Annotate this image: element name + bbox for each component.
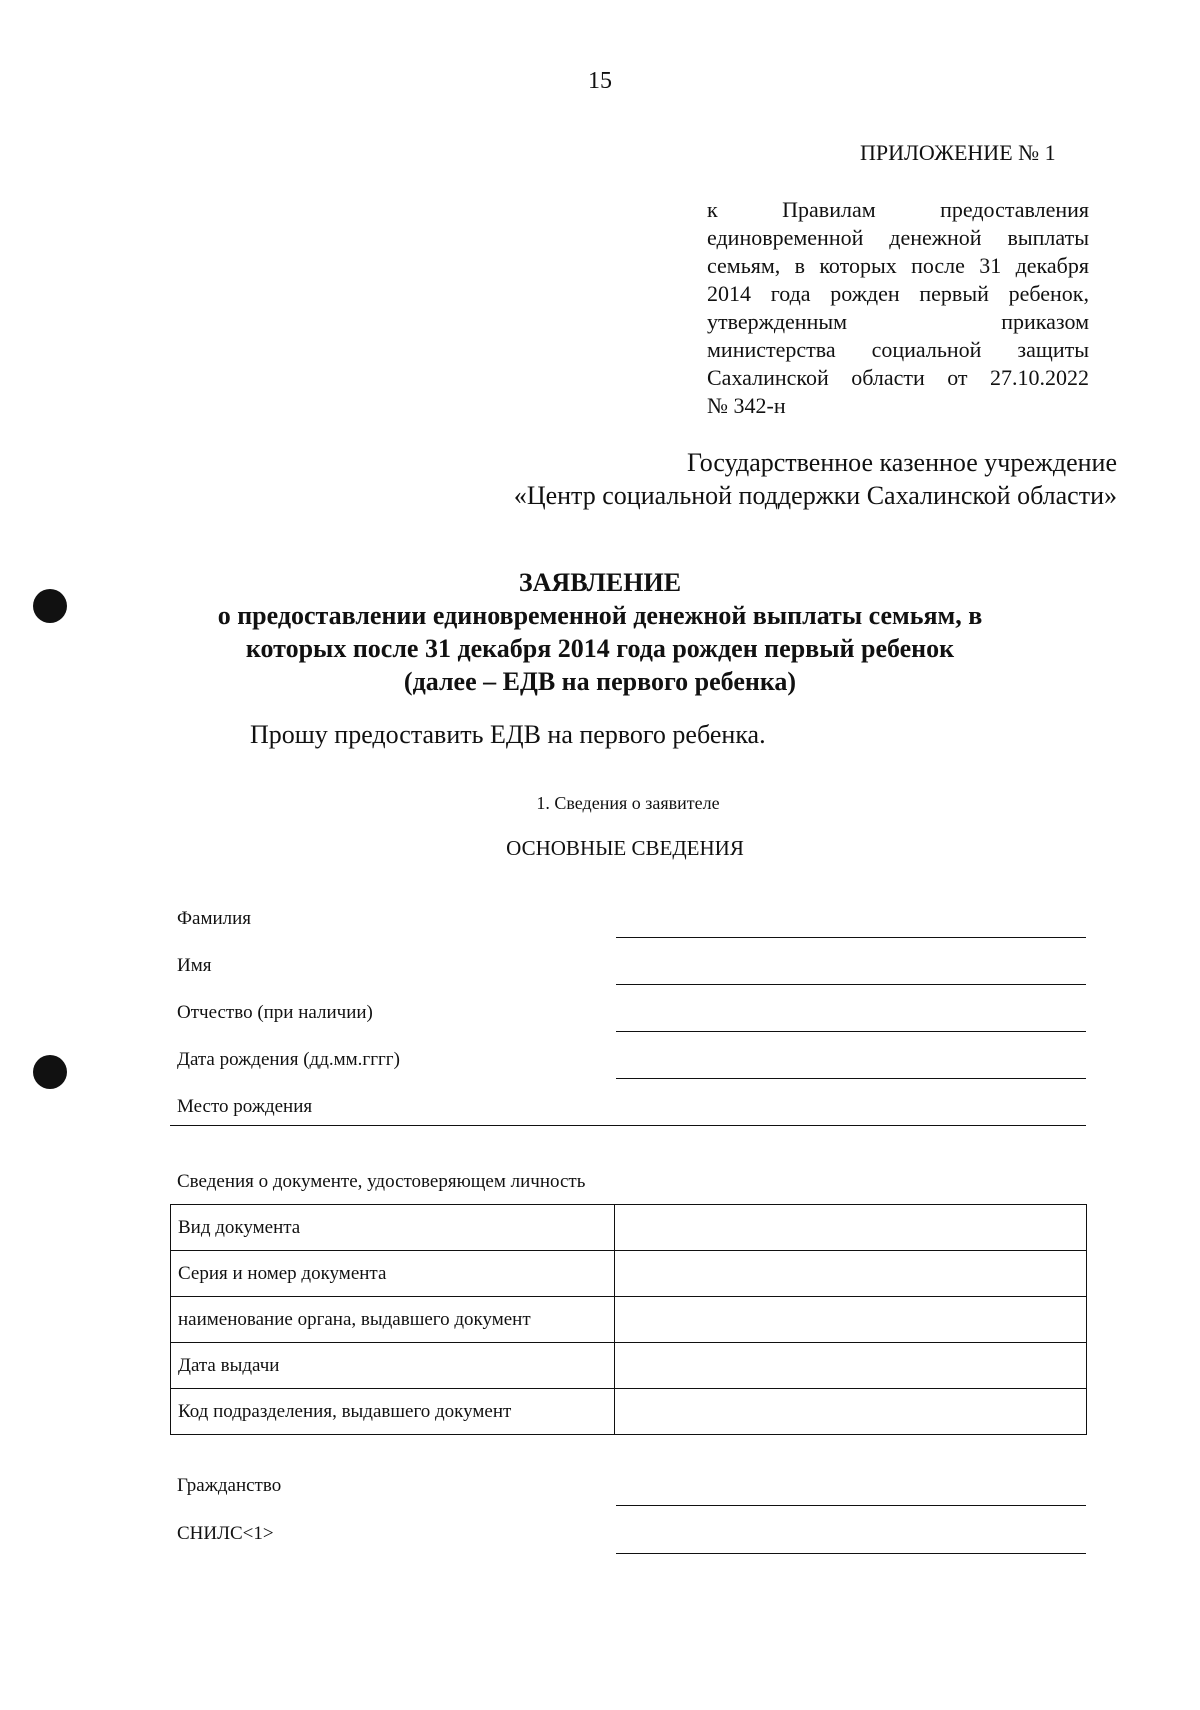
citizenship-field[interactable]: [616, 1505, 1086, 1506]
issue-date-label: Дата выдачи: [171, 1343, 615, 1389]
table-row: [171, 1343, 1087, 1389]
recipient-line: «Центр социальной поддержки Сахалинской области»: [513, 481, 1117, 510]
issuing-authority-label: наименование органа, выдавшего документ: [171, 1297, 615, 1343]
table-row: [171, 1297, 1087, 1343]
patronymic-field[interactable]: [616, 1031, 1086, 1032]
document-subtitle-line: о предоставлении единовременной денежной выплаты семьям, в: [217, 601, 983, 630]
section-title: 1. Сведения о заявителе: [536, 793, 720, 813]
document-subtitle-line: (далее – ЕДВ на первого ребенка): [403, 667, 797, 696]
appendix-text: [707, 196, 1089, 420]
appendix-line: утвержденным приказом: [707, 309, 1089, 334]
division-code-field[interactable]: [615, 1389, 1087, 1435]
table-row: [171, 1389, 1087, 1435]
document-type-field[interactable]: [615, 1205, 1087, 1251]
identity-document-title: Сведения о документе, удостоверяющем личность: [177, 1171, 586, 1192]
appendix-line: семьям, в которых после 31 декабря: [707, 253, 1089, 278]
document-number-label: Серия и номер документа: [171, 1251, 615, 1297]
appendix-line: 2014 года рожден первый ребенок,: [707, 281, 1089, 306]
birth-date-label: Дата рождения (дд.мм.гггг): [177, 1049, 400, 1070]
table-row: [171, 1251, 1087, 1297]
surname-field[interactable]: [616, 937, 1086, 938]
patronymic-label: Отчество (при наличии): [177, 1002, 373, 1023]
document-heading: [0, 566, 1200, 698]
table-row: [171, 1205, 1087, 1251]
appendix-line: единовременной денежной выплаты: [707, 225, 1089, 250]
issuing-authority-field[interactable]: [615, 1297, 1087, 1343]
birth-place-label: Место рождения: [177, 1096, 313, 1117]
punch-hole-bottom: [33, 1055, 67, 1089]
document-number-field[interactable]: [615, 1251, 1087, 1297]
document-type-label: Вид документа: [171, 1205, 615, 1251]
appendix-line: № 342-н: [707, 393, 786, 418]
page-number: 15: [588, 68, 612, 94]
identity-document-table: [170, 1204, 1087, 1435]
division-code-label: Код подразделения, выдавшего документ: [171, 1389, 615, 1435]
request-text: Прошу предоставить ЕДВ на первого ребенка.: [250, 720, 766, 749]
document-subtitle-line: которых после 31 декабря 2014 года рожден первый ребенок: [245, 634, 955, 663]
name-label: Имя: [177, 955, 212, 976]
citizenship-label: Гражданство: [177, 1475, 282, 1496]
birth-date-field[interactable]: [616, 1078, 1086, 1079]
recipient-line: Государственное казенное учреждение: [687, 448, 1117, 477]
appendix-line: к Правилам предоставления: [707, 197, 1089, 222]
recipient-block: [514, 446, 1117, 512]
appendix-line: министерства социальной защиты: [707, 337, 1089, 362]
surname-label: Фамилия: [177, 908, 252, 929]
snils-label: СНИЛС<1>: [177, 1523, 274, 1544]
birth-place-field[interactable]: [170, 1125, 1086, 1126]
issue-date-field[interactable]: [615, 1343, 1087, 1389]
document-title: ЗАЯВЛЕНИЕ: [518, 568, 682, 597]
subsection-title: ОСНОВНЫЕ СВЕДЕНИЯ: [506, 836, 744, 860]
appendix-line: Сахалинской области от 27.10.2022: [707, 365, 1089, 390]
appendix-title: ПРИЛОЖЕНИЕ № 1: [860, 140, 1056, 165]
name-field[interactable]: [616, 984, 1086, 985]
snils-field[interactable]: [616, 1553, 1086, 1554]
